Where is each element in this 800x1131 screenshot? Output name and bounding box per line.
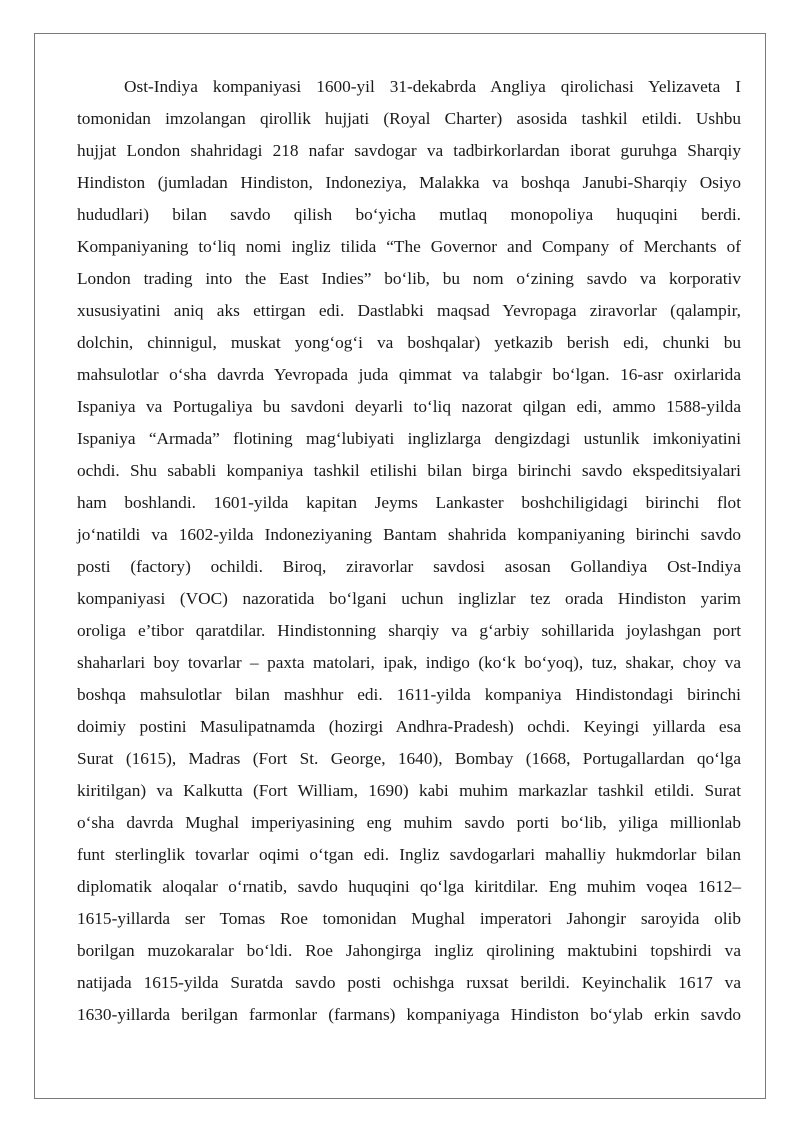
paragraph-line: kiritilgan) va Kalkutta (Fort William, 1690) kabi muhim markazlar tashkil etildi. Surat bbox=[77, 781, 741, 800]
paragraph-line: oroliga e’tibor qaratdilar. Hindistonning sharqiy va g‘arbiy sohillarida joylashgan port bbox=[77, 621, 741, 640]
paragraph-line: natijada 1615-yilda Suratda savdo posti ochishga ruxsat berildi. Keyinchalik 1617 va bbox=[77, 973, 741, 992]
paragraph-line: Kompaniyaning to‘liq nomi ingliz tilida “The Governor and Company of Merchants of bbox=[77, 237, 741, 256]
paragraph-line: jo‘natildi va 1602-yilda Indoneziyaning Bantam shahrida kompaniyaning birinchi savdo bbox=[77, 525, 741, 544]
paragraph-line: ochdi. Shu sababli kompaniya tashkil etilishi bilan birga birinchi savdo ekspeditsiyalari bbox=[77, 461, 741, 480]
paragraph-line: kompaniyasi (VOC) nazoratida bo‘lgani uchun inglizlar tez orada Hindiston yarim bbox=[77, 589, 741, 608]
body-paragraph bbox=[77, 71, 741, 1031]
paragraph-line: funt sterlinglik tovarlar oqimi o‘tgan edi. Ingliz savdogarlari mahalliy hukmdorlar bilan bbox=[77, 845, 741, 864]
paragraph-line: dolchin, chinnigul, muskat yong‘og‘i va boshqalar) yetkazib berish edi, chunki bu bbox=[77, 333, 741, 352]
paragraph-line: Ispaniya va Portugaliya bu savdoni deyarli to‘liq nazorat qilgan edi, ammo 1588-yilda bbox=[77, 397, 741, 416]
paragraph-line: tomonidan imzolangan qirollik hujjati (Royal Charter) asosida tashkil etildi. Ushbu bbox=[77, 109, 741, 128]
paragraph-line: 1630-yillarda berilgan farmonlar (farmans) kompaniyaga Hindiston bo‘ylab erkin savdo bbox=[77, 1005, 741, 1024]
paragraph-line: borilgan muzokaralar bo‘ldi. Roe Jahongirga ingliz qirolining maktubini topshirdi va bbox=[77, 941, 741, 960]
paragraph-line: Surat (1615), Madras (Fort St. George, 1640), Bombay (1668, Portugallardan qo‘lga bbox=[77, 749, 741, 768]
paragraph-line: xususiyatini aniq aks ettirgan edi. Dastlabki maqsad Yevropaga ziravorlar (qalampir, bbox=[77, 301, 741, 320]
paragraph-line: ham boshlandi. 1601-yilda kapitan Jeyms Lankaster boshchiligidagi birinchi flot bbox=[77, 493, 741, 512]
paragraph-line: o‘sha davrda Mughal imperiyasining eng muhim savdo porti bo‘lib, yiliga millionlab bbox=[77, 813, 741, 832]
paragraph-line: hududlari) bilan savdo qilish bo‘yicha mutlaq monopoliya huquqini berdi. bbox=[77, 205, 741, 224]
paragraph-line: hujjat London shahridagi 218 nafar savdogar va tadbirkorlardan iborat guruhga Sharqiy bbox=[77, 141, 741, 160]
paragraph-line: Ispaniya “Armada” flotining mag‘lubiyati inglizlarga dengizdagi ustunlik imkoniyatini bbox=[77, 429, 741, 448]
paragraph-line: boshqa mahsulotlar bilan mashhur edi. 1611-yilda kompaniya Hindistondagi birinchi bbox=[77, 685, 741, 704]
paragraph-line: London trading into the East Indies” bo‘lib, bu nom o‘zining savdo va korporativ bbox=[77, 269, 741, 288]
paragraph-line: doimiy postini Masulipatnamda (hozirgi Andhra-Pradesh) ochdi. Keyingi yillarda esa bbox=[77, 717, 741, 736]
paragraph-line: shaharlari boy tovarlar – paxta matolari, ipak, indigo (ko‘k bo‘yoq), tuz, shakar, choy va bbox=[77, 653, 741, 672]
paragraph-line: 1615-yillarda ser Tomas Roe tomonidan Mughal imperatori Jahongir saroyida olib bbox=[77, 909, 741, 928]
paragraph-line: posti (factory) ochildi. Biroq, ziravorlar savdosi asosan Gollandiya Ost-Indiya bbox=[77, 557, 741, 576]
paragraph-line: Hindiston (jumladan Hindiston, Indoneziya, Malakka va boshqa Janubi-Sharqiy Osiyo bbox=[77, 173, 741, 192]
paragraph-line: Ost-Indiya kompaniyasi 1600-yil 31-dekabrda Angliya qirolichasi Yelizaveta I bbox=[124, 77, 741, 96]
paragraph-line: diplomatik aloqalar o‘rnatib, savdo huquqini qo‘lga kiritdilar. Eng muhim voqea 1612– bbox=[77, 877, 741, 896]
paragraph-line: mahsulotlar o‘sha davrda Yevropada juda qimmat va talabgir bo‘lgan. 16-asr oxirlarida bbox=[77, 365, 741, 384]
